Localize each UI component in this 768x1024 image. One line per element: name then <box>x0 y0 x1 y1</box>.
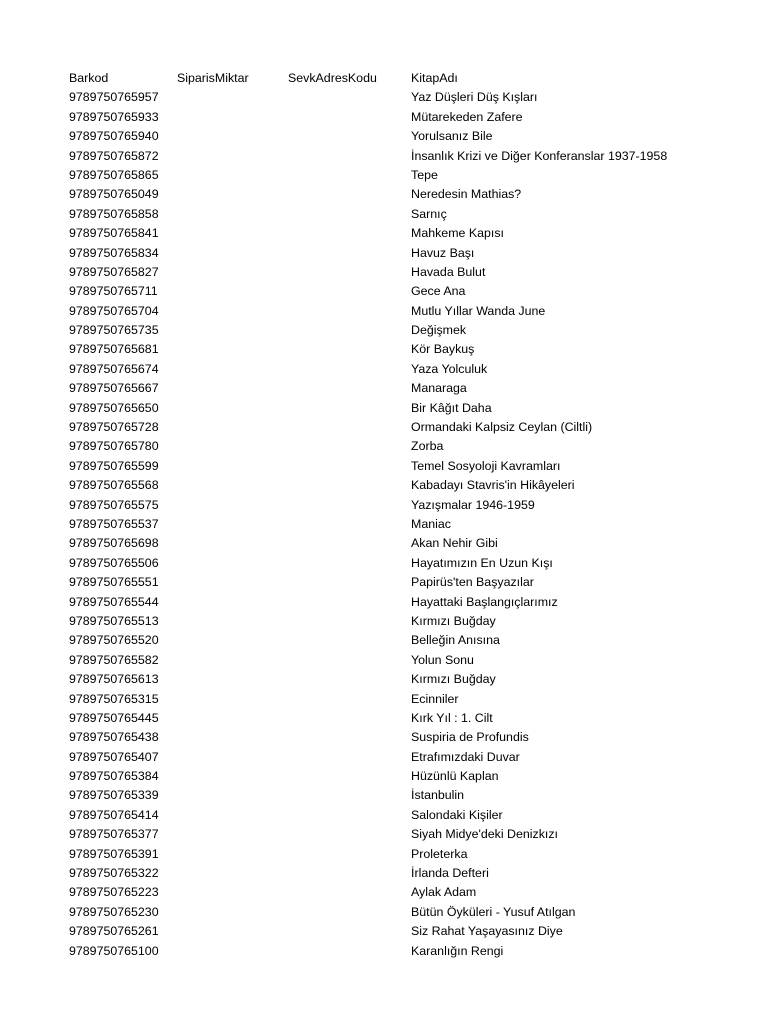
kitap-adi-cell: Etrafımızdaki Duvar <box>411 749 520 764</box>
table-row <box>69 845 749 864</box>
barkod-cell: 9789750765728 <box>69 420 159 435</box>
barkod-cell: 9789750765834 <box>69 245 159 260</box>
table-row <box>69 379 749 398</box>
barkod-cell: 9789750765674 <box>69 361 159 376</box>
kitap-adi-cell: Ormandaki Kalpsiz Ceylan (Ciltli) <box>411 420 593 435</box>
barkod-cell: 9789750765414 <box>69 807 159 822</box>
barkod-cell: 9789750765100 <box>69 943 159 958</box>
table-row <box>69 224 749 243</box>
kitap-adi-cell: Siz Rahat Yaşayasınız Diye <box>411 924 563 939</box>
barkod-cell: 9789750765711 <box>69 284 158 299</box>
table-row <box>69 147 749 166</box>
barkod-cell: 9789750765704 <box>69 303 159 318</box>
table-row <box>69 825 749 844</box>
barkod-cell: 9789750765384 <box>69 769 159 784</box>
barkod-cell: 9789750765339 <box>69 788 159 803</box>
table-row <box>69 709 749 728</box>
table-row <box>69 554 749 573</box>
barkod-cell: 9789750765667 <box>69 381 159 396</box>
barkod-cell: 9789750765261 <box>69 924 159 939</box>
kitap-adi-cell: Mutlu Yıllar Wanda June <box>411 303 546 318</box>
kitap-adi-cell: Mütarekeden Zafere <box>411 109 523 124</box>
table-row <box>69 728 749 747</box>
kitap-adi-cell: Değişmek <box>411 323 467 338</box>
table-row <box>69 806 749 825</box>
column-header-barkod: Barkod <box>69 71 109 85</box>
barkod-cell: 9789750765513 <box>69 613 159 628</box>
table-row <box>69 244 749 263</box>
barkod-cell: 9789750765544 <box>69 594 159 609</box>
barkod-cell: 9789750765865 <box>69 167 159 182</box>
kitap-adi-cell: Kabadayı Stavris'in Hikâyeleri <box>411 478 575 493</box>
barkod-cell: 9789750765599 <box>69 458 159 473</box>
barkod-cell: 9789750765735 <box>69 323 159 338</box>
kitap-adi-cell: Ecinniler <box>411 691 459 706</box>
barkod-cell: 9789750765613 <box>69 672 159 687</box>
table-row <box>69 573 749 592</box>
table-row <box>69 263 749 282</box>
table-row <box>69 922 749 941</box>
kitap-adi-cell: Yolun Sonu <box>411 652 474 667</box>
kitap-adi-cell: Gece Ana <box>411 284 466 299</box>
kitap-adi-cell: Yazışmalar 1946-1959 <box>411 497 535 512</box>
spreadsheet-table <box>69 69 749 961</box>
table-row <box>69 437 749 456</box>
table-row <box>69 88 749 107</box>
barkod-cell: 9789750765223 <box>69 885 159 900</box>
kitap-adi-cell: Kırk Yıl : 1. Cilt <box>411 710 493 725</box>
table-row <box>69 612 749 631</box>
barkod-cell: 9789750765230 <box>69 904 159 919</box>
barkod-cell: 9789750765520 <box>69 633 159 648</box>
kitap-adi-cell: Yorulsanız Bile <box>411 129 493 144</box>
kitap-adi-cell: Bir Kâğıt Daha <box>411 400 492 415</box>
table-row <box>69 748 749 767</box>
barkod-cell: 9789750765698 <box>69 536 159 551</box>
barkod-cell: 9789750765049 <box>69 187 159 202</box>
kitap-adi-cell: Manaraga <box>411 381 467 396</box>
table-body <box>69 88 749 961</box>
column-header-kitap-adi: KitapAdı <box>411 71 458 85</box>
kitap-adi-cell: Havuz Başı <box>411 245 475 260</box>
kitap-adi-cell: Maniac <box>411 516 451 531</box>
barkod-cell: 9789750765575 <box>69 497 159 512</box>
column-header-sevk-adres-kodu: SevkAdresKodu <box>288 71 377 85</box>
table-row <box>69 670 749 689</box>
kitap-adi-cell: Temel Sosyoloji Kavramları <box>411 458 561 473</box>
kitap-adi-cell: Proleterka <box>411 846 468 861</box>
table-row <box>69 457 749 476</box>
table-row <box>69 690 749 709</box>
table-row <box>69 321 749 340</box>
kitap-adi-cell: Sarnıç <box>411 206 447 221</box>
table-row <box>69 185 749 204</box>
barkod-cell: 9789750765506 <box>69 555 159 570</box>
column-header-siparis-miktar: SiparisMiktar <box>177 71 249 85</box>
table-row <box>69 282 749 301</box>
barkod-cell: 9789750765445 <box>69 710 159 725</box>
kitap-adi-cell: Kör Baykuş <box>411 342 475 357</box>
barkod-cell: 9789750765315 <box>69 691 159 706</box>
barkod-cell: 9789750765650 <box>69 400 159 415</box>
kitap-adi-cell: İrlanda Defteri <box>411 866 489 881</box>
kitap-adi-cell: Aylak Adam <box>411 885 477 900</box>
kitap-adi-cell: Yaza Yolculuk <box>411 361 488 376</box>
header-row <box>69 69 749 88</box>
table-row <box>69 883 749 902</box>
table-row <box>69 651 749 670</box>
barkod-cell: 9789750765827 <box>69 264 159 279</box>
kitap-adi-cell: Suspiria de Profundis <box>411 730 529 745</box>
table-row <box>69 360 749 379</box>
barkod-cell: 9789750765780 <box>69 439 159 454</box>
barkod-cell: 9789750765681 <box>69 342 159 357</box>
table-row <box>69 418 749 437</box>
table-row <box>69 108 749 127</box>
kitap-adi-cell: Belleğin Anısına <box>411 633 500 648</box>
kitap-adi-cell: Zorba <box>411 439 444 454</box>
table-row <box>69 496 749 515</box>
table-row <box>69 864 749 883</box>
table-row <box>69 786 749 805</box>
kitap-adi-cell: İnsanlık Krizi ve Diğer Konferanslar 1937-1958 <box>411 148 668 163</box>
barkod-cell: 9789750765438 <box>69 730 159 745</box>
kitap-adi-cell: Hayattaki Başlangıçlarımız <box>411 594 558 609</box>
kitap-adi-cell: Bütün Öyküleri - Yusuf Atılgan <box>411 904 576 919</box>
kitap-adi-cell: Kırmızı Buğday <box>411 613 496 628</box>
kitap-adi-cell: Neredesin Mathias? <box>411 187 522 202</box>
kitap-adi-cell: Karanlığın Rengi <box>411 943 504 958</box>
table-row <box>69 340 749 359</box>
kitap-adi-cell: Salondaki Kişiler <box>411 807 503 822</box>
barkod-cell: 9789750765377 <box>69 827 159 842</box>
kitap-adi-cell: Yaz Düşleri Düş Kışları <box>411 90 538 105</box>
barkod-cell: 9789750765957 <box>69 90 159 105</box>
table-row <box>69 903 749 922</box>
barkod-cell: 9789750765582 <box>69 652 159 667</box>
barkod-cell: 9789750765407 <box>69 749 159 764</box>
table-row <box>69 593 749 612</box>
barkod-cell: 9789750765841 <box>69 226 159 241</box>
barkod-cell: 9789750765940 <box>69 129 159 144</box>
table-row <box>69 767 749 786</box>
kitap-adi-cell: Havada Bulut <box>411 264 486 279</box>
table-row <box>69 166 749 185</box>
kitap-adi-cell: Mahkeme Kapısı <box>411 226 504 241</box>
barkod-cell: 9789750765391 <box>69 846 159 861</box>
barkod-cell: 9789750765872 <box>69 148 159 163</box>
barkod-cell: 9789750765537 <box>69 516 159 531</box>
table-row <box>69 631 749 650</box>
kitap-adi-cell: Tepe <box>411 167 438 182</box>
kitap-adi-cell: Hüzünlü Kaplan <box>411 769 499 784</box>
kitap-adi-cell: Akan Nehir Gibi <box>411 536 498 551</box>
table-row <box>69 205 749 224</box>
table-row <box>69 127 749 146</box>
kitap-adi-cell: İstanbulin <box>411 788 465 803</box>
table-row <box>69 476 749 495</box>
barkod-cell: 9789750765858 <box>69 206 159 221</box>
barkod-cell: 9789750765322 <box>69 866 159 881</box>
kitap-adi-cell: Hayatımızın En Uzun Kışı <box>411 555 553 570</box>
kitap-adi-cell: Kırmızı Buğday <box>411 672 496 687</box>
table-row <box>69 399 749 418</box>
barkod-cell: 9789750765933 <box>69 109 159 124</box>
barkod-cell: 9789750765568 <box>69 478 159 493</box>
table-row <box>69 302 749 321</box>
table-row <box>69 942 749 961</box>
table-row <box>69 534 749 553</box>
kitap-adi-cell: Siyah Midye'deki Denizkızı <box>411 827 558 842</box>
kitap-adi-cell: Papirüs'ten Başyazılar <box>411 575 534 590</box>
barkod-cell: 9789750765551 <box>69 575 159 590</box>
table-row <box>69 515 749 534</box>
